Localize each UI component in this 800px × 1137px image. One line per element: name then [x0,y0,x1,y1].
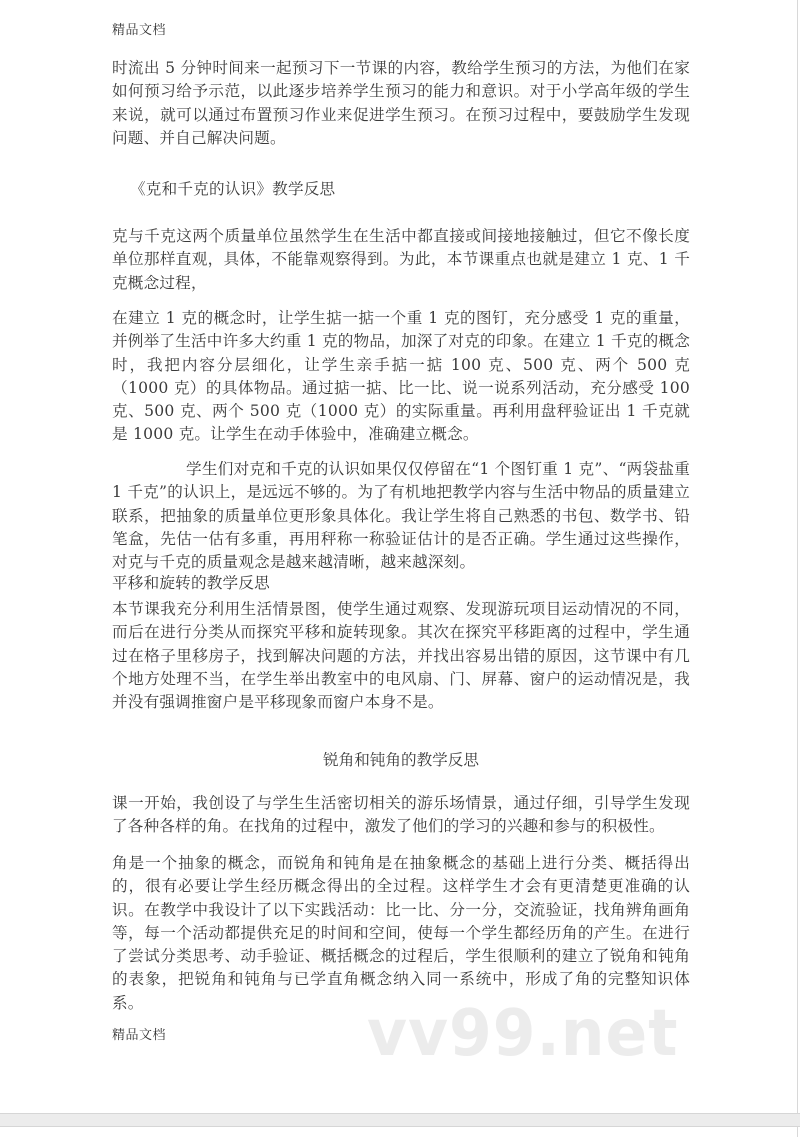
watermark: vv99.net [367,997,679,1071]
paragraph-preview-intro [112,57,690,150]
paragraph: 时流出 5 分钟时间来一起预习下一节课的内容，教给学生预习的方法，为他们在家如何预习给予示范，以此逐步培养学生预习的能力和意识。对于小学高年级的学生来说，就可以通过布置预习作业来促进学生预习。在预习过程中，要鼓励学生发现问题、并自己解决问题。 [112,59,690,147]
paragraph: 本节课我充分利用生活情景图，使学生通过观察、发现游玩项目运动情况的不同，而后在进行分类从而探究平移和旋转现象。其次在探究平移距离的过程中，学生通过在格子里移房子，找到解决问题的方法，并找出容易出错的原因，这节课中有几个地方处理不当，在学生举出教室中的电风扇、门、屏幕、窗户的运动情况是，我并没有强调推窗户是平移现象而窗户本身不是。 [112,600,690,712]
paragraph-text: 学生们对克和千克的认识如果仅仅停留在“1 个图钉重 1 克”、“两袋盐重 1 千克”的认识上，是远远不够的。为了有机地把教学内容与生活中物品的质量建立联系，把抽象的质量单位更形象具体化。我让学生将自己熟悉的书包、数学书、铅笔盒，先估一估有多重，再用秤称一称验证估计的是否正确。学生通过这些操作，对克与千克的质量观念是越来越清晰，越来越深刻。 [112,460,690,572]
page-separator [0,1113,800,1127]
next-page-top [0,1127,798,1137]
paragraph-acute-obtuse-concept [112,852,690,1015]
paragraph [112,458,690,574]
paragraph-gram-kilogram-application [112,458,690,574]
page-footer-label: 精品文档 [112,1028,167,1043]
paragraph-acute-obtuse-intro [112,792,690,839]
paragraph: 课一开始，我创设了与学生生活密切相关的游乐场情景，通过仔细，引导学生发现了各种各样的角。在找角的过程中，激发了他们的学习的兴趣和参与的积极性。 [112,794,690,836]
section-title-acute-obtuse: 锐角和钝角的教学反思 [323,751,479,769]
section-title-gram-kilogram: 《克和千克的认识》教学反思 [130,180,336,198]
paragraph-gram-kilogram-intro [112,225,690,295]
paragraph-gram-concept [112,307,690,447]
paragraph: 角是一个抽象的概念，而锐角和钝角是在抽象概念的基础上进行分类、概括得出的，很有必要让学生经历概念得出的全过程。这样学生才会有更清楚更准确的认识。在教学中我设计了以下实践活动：比一比、分一分，交流验证，找角辨角画角等，每一个活动都提供充足的时间和空间，使每一个学生都经历角的产生。在进行了尝试分类思考、动手验证、概括概念的过程后，学生很顺利的建立了锐角和钝角的表象，把锐角和钝角与已学直角概念纳入同一系统中，形成了角的完整知识体系。 [112,854,690,1012]
paragraph: 在建立 1 克的概念时，让学生掂一掂一个重 1 克的图钉，充分感受 1 克的重量，并例举了生活中许多大约重 1 克的物品，加深了对克的印象。在建立 1 千克的概念时，我把内容分层细化，让学生亲手掂一掂 100 克、500 克、两个 500 克（1000 克）的具体物品。通过掂一掂、比一比、说一说系列活动，充分感受 100 克、500 克、两个 500 克（1000 克）的实际重量。再利用盘秤验证出 1 千克就是 1000 克。让学生在动手体验中，准确建立概念。 [112,309,690,444]
paragraph-translation-rotation [112,598,690,714]
page-header-label: 精品文档 [112,23,167,38]
paragraph: 克与千克这两个质量单位虽然学生在生活中都直接或间接地接触过，但它不像长度单位那样直观，具体，不能靠观察得到。为此，本节课重点也就是建立 1 克、1 千克概念过程， [112,227,690,292]
section-title-translation-rotation: 平移和旋转的教学反思 [112,574,270,592]
